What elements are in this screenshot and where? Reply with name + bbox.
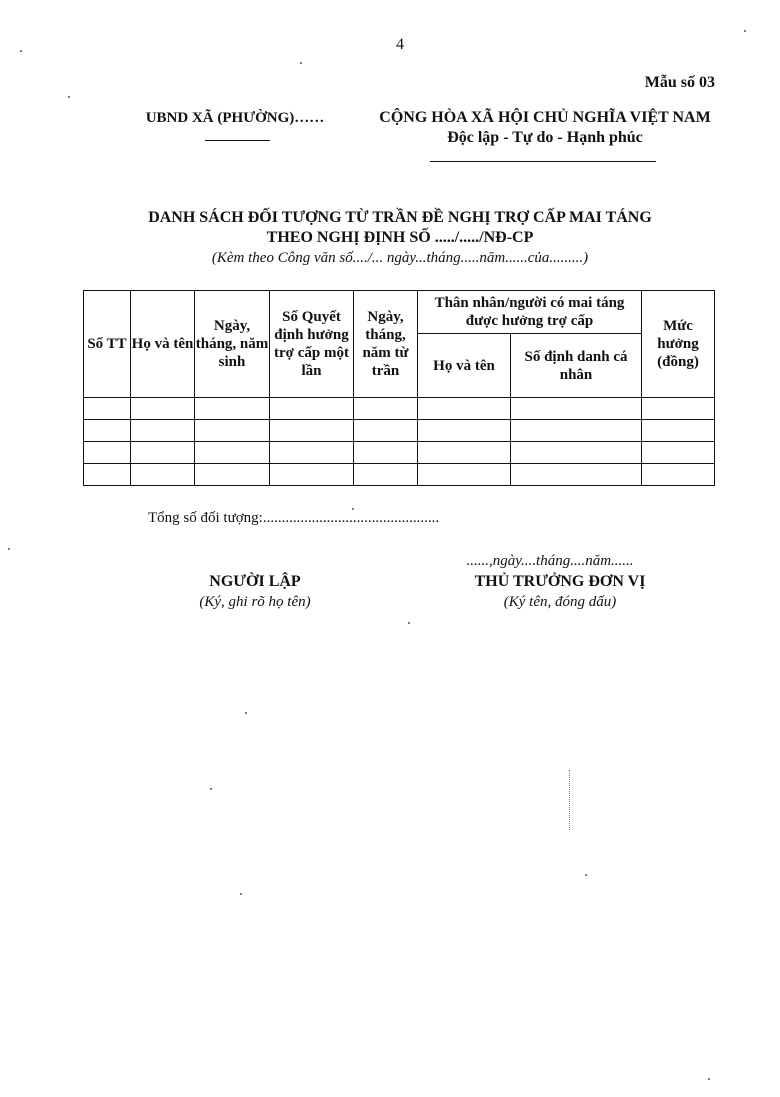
preparer-title: NGƯỜI LẬP	[209, 573, 301, 590]
table-cell	[131, 464, 195, 486]
issuing-authority: UBND XÃ (PHƯỜNG)……	[145, 110, 325, 126]
table-row	[84, 398, 715, 420]
table-cell	[270, 398, 354, 420]
page-number: 4	[396, 36, 404, 53]
scan-speck	[585, 874, 587, 876]
title-line-1: DANH SÁCH ĐỐI TƯỢNG TỪ TRẦN ĐỀ NGHỊ TRỢ CẤP MAI TÁNG	[148, 209, 652, 226]
preparer-signature-block	[160, 572, 350, 612]
table-cell	[418, 442, 511, 464]
authority-underline	[205, 140, 270, 141]
table-cell	[511, 464, 642, 486]
table-cell	[131, 442, 195, 464]
motto-line: Độc lập - Tự do - Hạnh phúc	[447, 129, 643, 146]
table-cell	[418, 420, 511, 442]
scan-speck	[240, 893, 242, 895]
table-cell	[354, 398, 418, 420]
table-row	[84, 464, 715, 486]
country-name: CỘNG HÒA XÃ HỘI CHỦ NGHĨA VIỆT NAM	[379, 109, 711, 126]
header-dob: Ngày, tháng, năm sinh	[195, 291, 270, 398]
header-amount: Mức hưởng (đồng)	[642, 291, 715, 398]
header-stt: Số TT	[84, 291, 131, 398]
table-cell	[642, 442, 715, 464]
table-cell	[511, 442, 642, 464]
table-cell	[642, 398, 715, 420]
table-cell	[354, 420, 418, 442]
table-cell	[84, 442, 131, 464]
table-cell	[270, 464, 354, 486]
table-cell	[270, 442, 354, 464]
table-cell	[195, 420, 270, 442]
header-relative-id: Số định danh cá nhân	[511, 334, 642, 398]
preparer-note: (Ký, ghi rõ họ tên)	[199, 594, 311, 610]
beneficiary-table	[83, 290, 715, 486]
head-note: (Ký tên, đóng dấu)	[503, 594, 617, 610]
scan-speck	[352, 508, 354, 510]
header-decision: Số Quyết định hưởng trợ cấp một lần	[270, 291, 354, 398]
table-cell	[270, 420, 354, 442]
header-relative-name: Họ và tên	[418, 334, 511, 398]
table-cell	[84, 398, 131, 420]
scan-speck	[8, 548, 10, 550]
table-cell	[354, 442, 418, 464]
table-cell	[511, 420, 642, 442]
table-cell	[195, 442, 270, 464]
table-row	[84, 420, 715, 442]
table-cell	[84, 464, 131, 486]
document-title	[80, 208, 720, 268]
scan-speck	[245, 712, 247, 714]
table-cell	[131, 398, 195, 420]
scan-dotted-mark	[569, 770, 570, 830]
table-cell	[642, 420, 715, 442]
scan-speck	[68, 96, 70, 98]
header-relative-group: Thân nhân/người có mai táng được hưởng trợ cấp	[418, 291, 642, 334]
head-title: THỦ TRƯỞNG ĐƠN VỊ	[474, 573, 646, 590]
scan-speck	[20, 50, 22, 52]
form-code: Mẫu số 03	[644, 74, 715, 91]
head-signature-block	[420, 572, 700, 612]
total-count-line: Tổng số đối tượng:...............................................	[148, 510, 440, 526]
table-cell	[418, 464, 511, 486]
scan-speck	[708, 1078, 710, 1080]
table-cell	[131, 420, 195, 442]
table-cell	[511, 398, 642, 420]
scan-speck	[744, 30, 746, 32]
scan-speck	[408, 622, 410, 624]
table-cell	[642, 464, 715, 486]
national-motto	[360, 108, 730, 148]
scan-speck	[210, 788, 212, 790]
table-row	[84, 442, 715, 464]
table-cell	[418, 398, 511, 420]
title-attachment-note: (Kèm theo Công văn số..../... ngày...tháng.....năm......của.........)	[211, 250, 589, 266]
header-death-date: Ngày, tháng, năm từ trần	[354, 291, 418, 398]
scan-speck	[300, 62, 302, 64]
table-cell	[84, 420, 131, 442]
signature-date: ......,ngày....tháng....năm......	[466, 553, 634, 569]
title-line-2: THEO NGHỊ ĐỊNH SỐ ...../...../NĐ-CP	[266, 229, 534, 246]
motto-underline	[430, 161, 656, 162]
table-cell	[195, 398, 270, 420]
table-cell	[354, 464, 418, 486]
header-name: Họ và tên	[131, 291, 195, 398]
table-cell	[195, 464, 270, 486]
